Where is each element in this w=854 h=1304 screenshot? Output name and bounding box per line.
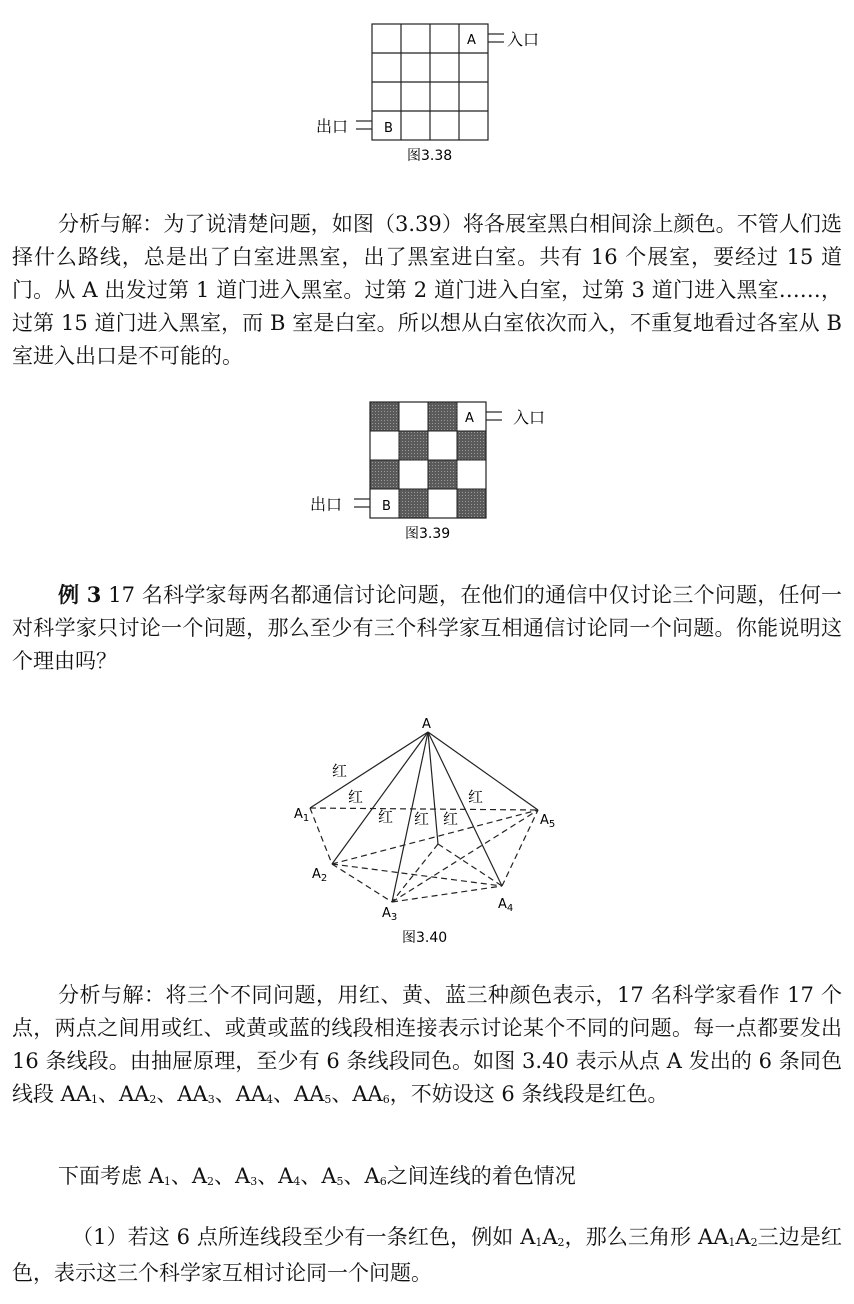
white-room [457,460,486,489]
analysis-paragraph-2: 分析与解：将三个不同问题，用红、黄、蓝三种颜色表示，17 名科学家看作 17 个点，两点之间用或红、或黄或蓝的线段相连接表示讨论某个不同的问题。每一点都要发出 16 条线段。由抽屉原理，至少有 6 条线段同色。如图 3.40 表示从点 A 发出的 6 条同色线段 $AA_1$、$AA_2$、$AA_3$、$AA_4$、$AA_5$、$AA_6$，不妨设这 6 条线段是红色。 [12,983,842,1106]
black-room [399,489,428,518]
example-label: 例 3 [58,582,102,607]
figure-caption: 图3.39 [405,526,451,542]
vertex-a4-label: $A_4$ [498,897,514,914]
coloring-paragraph: 下面考虑 $A_1$、$A_2$、$A_3$、$A_4$、$A_5$、$A_6$之间连线的着色情况 [58,1164,576,1188]
vertex-a3-label: $A_3$ [382,906,398,923]
red-label: 红 [332,762,348,780]
red-label: 红 [443,810,459,828]
case-1-paragraph: （1）若这 6 点所连线段至少有一条红色，例如 $A_1A_2$，那么三角形 $AA_1A_2$三边是红色，表示这三个科学家互相讨论同一个问题。 [12,1225,842,1285]
black-room [428,402,457,431]
black-room [399,431,428,460]
figure-caption: 图3.40 [402,930,448,946]
black-room [428,460,457,489]
black-room [370,402,399,431]
apex-label: A [422,717,431,732]
black-room [457,431,486,460]
red-label: 红 [348,788,364,806]
black-room [457,489,486,518]
analysis-paragraph-1: 分析与解：为了说清楚问题，如图（3.39）将各展室黑白相间涂上颜色。不管人们选择什么路线，总是出了白室进黑室，出了黑室进白室。共有 16 个展室，要经过 15 道门。从 A 出发过第 1 道门进入黑室。过第 2 道门进入白室，过第 3 道门进入黑室……，过第 15 道门进入黑室，而 B 室是白室。所以想从白室依次而入，不重复地看过各室从 B 室进入出口是不可能的。 [12,212,842,368]
red-label: 红 [414,810,430,828]
entrance-label: 入口 [513,408,546,427]
figure-3-38 [300,18,560,173]
example-3-paragraph [12,578,842,678]
red-label: 红 [468,788,484,806]
vertex-a2-label: $A_2$ [312,867,328,884]
white-room [370,431,399,460]
exit-label: 出口 [310,495,343,514]
room-b-label: B [384,121,393,136]
room-a-label: A [465,411,474,426]
figure-caption: 图3.38 [407,148,453,164]
white-room [428,431,457,460]
entrance-label: 入口 [507,30,540,49]
vertex-a5-label: $A_5$ [540,813,556,830]
red-label: 红 [378,808,394,826]
example-text: 17 名科学家每两名都通信讨论问题，在他们的通信中仅讨论三个问题，任何一对科学家只讨论一个问题，那么至少有三个科学家互相通信讨论同一个问题。你能说明这个理由吗？ [12,583,842,673]
white-room [428,489,457,518]
room-a-label: A [467,33,476,48]
white-room [399,460,428,489]
exit-label: 出口 [316,117,349,136]
white-room [399,402,428,431]
black-room [370,460,399,489]
room-b-label: B [382,499,391,514]
figure-3-40 [280,712,580,952]
figure-3-39 [300,396,560,551]
vertex-a1-label: $A_1$ [294,807,310,824]
